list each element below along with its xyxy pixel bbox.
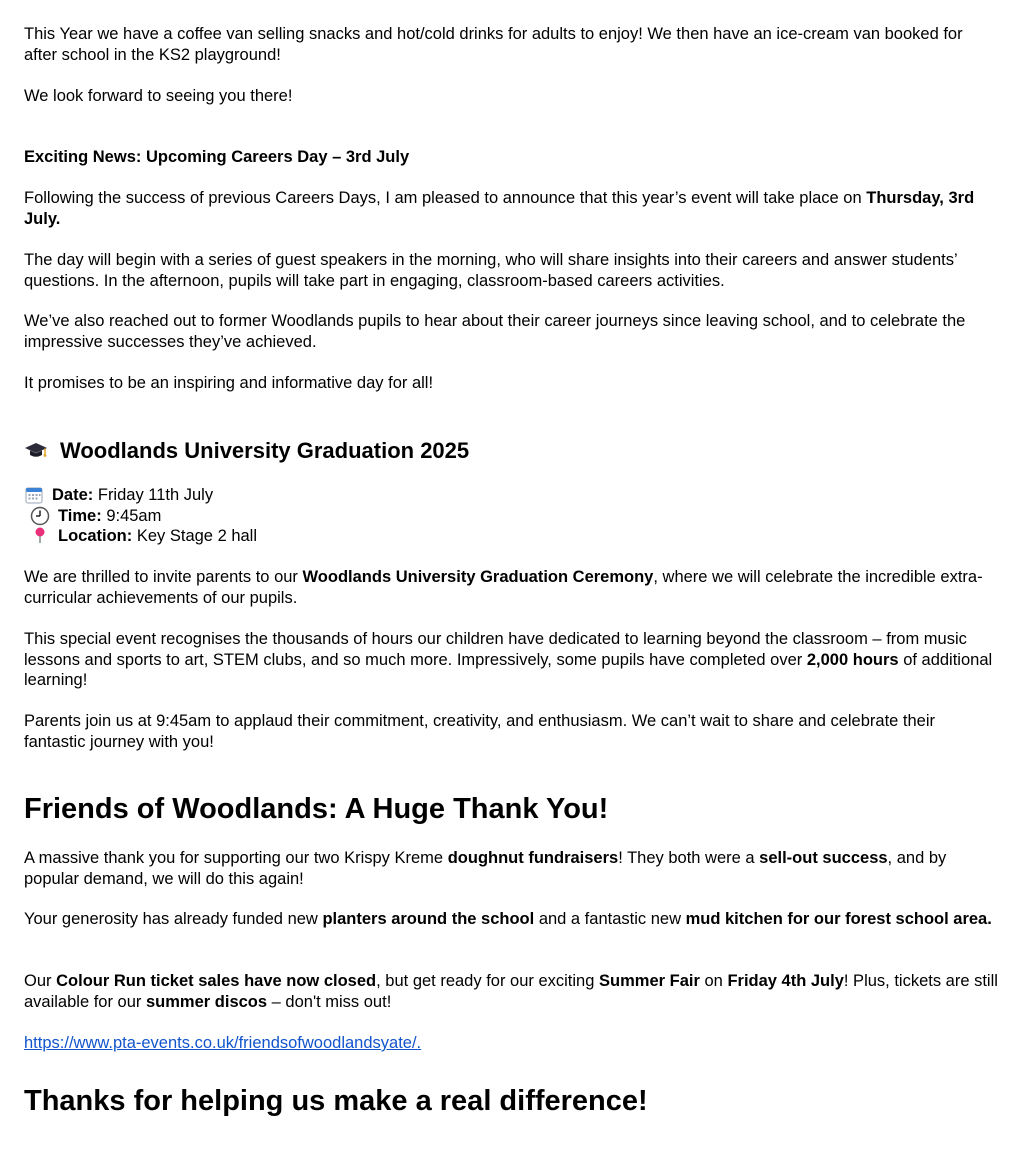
careers-paragraph-2: The day will begin with a series of guest speakers in the morning, who will share insights into their careers and answer students’ questions. In the afternoon, pupils will take part in engaging, classroom-based careers activities. xyxy=(24,251,958,290)
graduation-paragraph-1: We are thrilled to invite parents to our Woodlands University Graduation Ceremony, where we will celebrate the incredible extra-curricular achievements of our pupils. xyxy=(24,568,983,607)
careers-paragraph-4: It promises to be an inspiring and informative day for all! xyxy=(24,374,434,392)
graduation-paragraph-2: This special event recognises the thousands of hours our children have dedicated to learning beyond the classroom – from music lessons and sports to art, STEM clubs, and so much more. Impressively, some pupils have completed over 2,000 hours of additional learning! xyxy=(24,630,993,689)
careers-paragraph-3: We’ve also reached out to former Woodlands pupils to hear about their career journeys since leaving school, and to celebrate the impressive successes they’ve achieved. xyxy=(24,312,966,351)
careers-heading: Exciting News: Upcoming Careers Day – 3rd July xyxy=(24,148,410,166)
clock-icon xyxy=(30,506,52,526)
friends-paragraph-1: A massive thank you for supporting our two Krispy Kreme doughnut fundraisers! They both were a sell-out success, and by popular demand, we will do this again! xyxy=(24,849,947,888)
closing-heading: Thanks for helping us make a real difference! xyxy=(24,1085,648,1117)
graduation-date: Date: Friday 11th July xyxy=(24,485,1000,506)
graduation-paragraph-3: Parents join us at 9:45am to applaud their commitment, creativity, and enthusiasm. We can’t wait to share and celebrate their fantastic journey with you! xyxy=(24,712,936,751)
calendar-icon xyxy=(24,485,46,505)
friends-paragraph-3: Our Colour Run ticket sales have now closed, but get ready for our exciting Summer Fair on Friday 4th July! Plus, tickets are still available for our summer discos – don't miss out! xyxy=(24,972,998,1011)
graduation-heading: Woodlands University Graduation 2025 xyxy=(24,438,1000,464)
intro-paragraph: This Year we have a coffee van selling snacks and hot/cold drinks for adults to enjoy! We then have an ice-cream van booked for after school in the KS2 playground! xyxy=(24,25,963,64)
graduation-location: Location: Key Stage 2 hall xyxy=(30,526,1006,547)
graduation-time: Time: 9:45am xyxy=(30,506,1006,527)
careers-paragraph-1: Following the success of previous Careers Days, I am pleased to announce that this year’s event will take place on Thursday, 3rd July. xyxy=(24,189,975,228)
friends-link-paragraph xyxy=(24,1033,1000,1054)
pta-events-link[interactable]: https://www.pta-events.co.uk/friendsofwoodlandsyate/. xyxy=(24,1034,422,1052)
friends-paragraph-2: Your generosity has already funded new planters around the school and a fantastic new mud kitchen for our forest school area. xyxy=(24,910,992,928)
pushpin-icon xyxy=(30,526,52,546)
graduation-cap-icon xyxy=(24,439,48,463)
friends-heading: Friends of Woodlands: A Huge Thank You! xyxy=(24,793,609,825)
intro-closing: We look forward to seeing you there! xyxy=(24,87,293,105)
